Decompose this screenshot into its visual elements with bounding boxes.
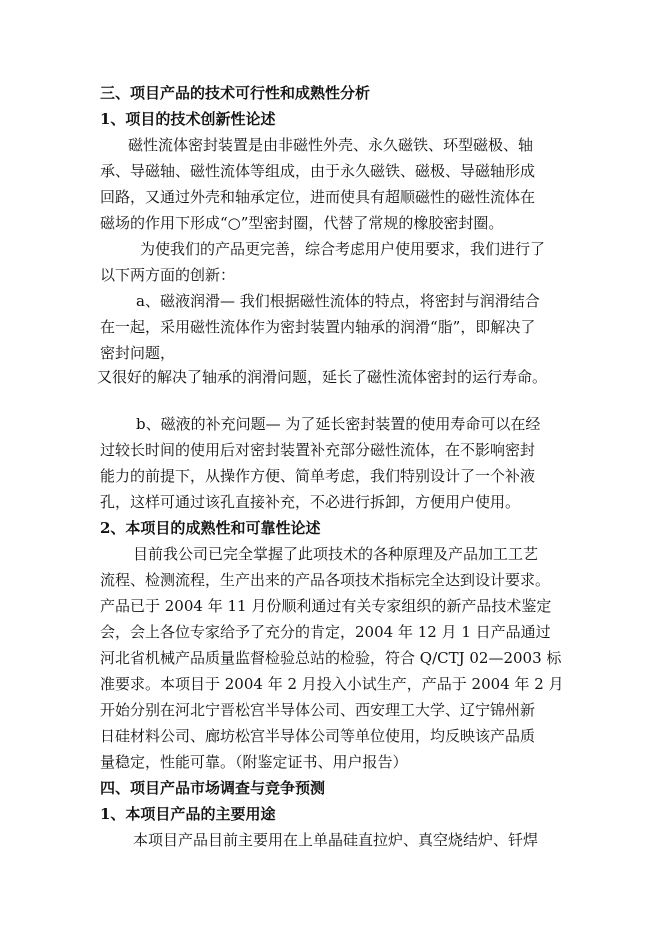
section-heading-4: 四、项目产品市场调查与竞争预测: [100, 779, 326, 797]
paragraph-line: 开始分别在河北宁晋松宫半导体公司、西安理工大学、辽宁锦州新: [100, 701, 536, 719]
section-heading-3: 三、项目产品的技术可行性和成熟性分析: [100, 84, 371, 102]
paragraph-line: 准要求。本项目于 2004 年 2 月投入小试生产，产品于 2004 年 2 月: [100, 675, 564, 693]
paragraph-line: 承、导磁轴、磁性流体等组成，由于永久磁铁、磁极、导磁轴形成: [100, 162, 536, 180]
paragraph-line: 在一起，采用磁性流体作为密封装置内轴承的润滑“脂”，即解决了: [100, 318, 536, 336]
paragraph-line: a、磁液润滑— 我们根据磁性流体的特点，将密封与润滑结合: [136, 292, 540, 310]
paragraph-line: 产品已于 2004 年 11 月份顺利通过有关专家组织的新产品技术鉴定: [100, 597, 552, 615]
subsection-heading-3-1: 1、项目的技术创新性论述: [100, 110, 276, 128]
paragraph-line: 又很好的解决了轴承的润滑问题，延长了磁性流体密封的运行寿命。: [97, 368, 548, 386]
paragraph-line: 以下两方面的创新：: [100, 266, 236, 284]
paragraph-line: b、磁液的补充问题— 为了延长密封装置的使用寿命可以在经: [136, 415, 541, 433]
paragraph-line: 过较长时间的使用后对密封装置补充部分磁性流体，在不影响密封: [100, 441, 536, 459]
paragraph-line: 流程、检测流程，生产出来的产品各项技术指标完全达到设计要求。: [100, 571, 551, 589]
paragraph-line: 孔，这样可通过该孔直接补充，不必进行拆卸，方便用户使用。: [100, 493, 521, 511]
paragraph-line: 会，会上各位专家给予了充分的肯定，2004 年 12 月 1 日产品通过: [100, 623, 551, 641]
paragraph-line: 为使我们的产品更完善，综合考虑用户使用要求，我们进行了: [140, 240, 546, 258]
paragraph-line: 目前我公司已完全掌握了此项技术的各种原理及产品加工工艺: [133, 545, 539, 563]
paragraph-line: 能力的前提下，从操作方便、简单考虑，我们特别设计了一个补液: [100, 467, 536, 485]
subsection-heading-3-2: 2、本项目的成熟性和可靠性论述: [100, 519, 321, 537]
paragraph-line: 日硅材料公司、廊坊松宫半导体公司等单位使用，均反映该产品质: [100, 727, 536, 745]
paragraph-line: 量稳定，性能可靠。（附鉴定证书、用户报告）: [100, 753, 408, 771]
paragraph-line: 磁性流体密封装置是由非磁性外壳、永久磁铁、环型磁极、轴: [128, 136, 534, 154]
paragraph-line: 密封问题，: [100, 344, 176, 362]
subsection-heading-4-1: 1、本项目产品的主要用途: [100, 805, 276, 823]
paragraph-line: 河北省机械产品质量监督检验总站的检验，符合 Q/CTJ 02—2003 标: [100, 649, 562, 667]
paragraph-line: 本项目产品目前主要用在上单晶硅直拉炉、真空烧结炉、钎焊: [133, 831, 539, 849]
paragraph-line: 磁场的作用下形成“○”型密封圈，代替了常规的橡胶密封圈。: [100, 214, 504, 232]
paragraph-line: 回路，又通过外壳和轴承定位，进而使具有超顺磁性的磁性流体在: [100, 188, 536, 206]
